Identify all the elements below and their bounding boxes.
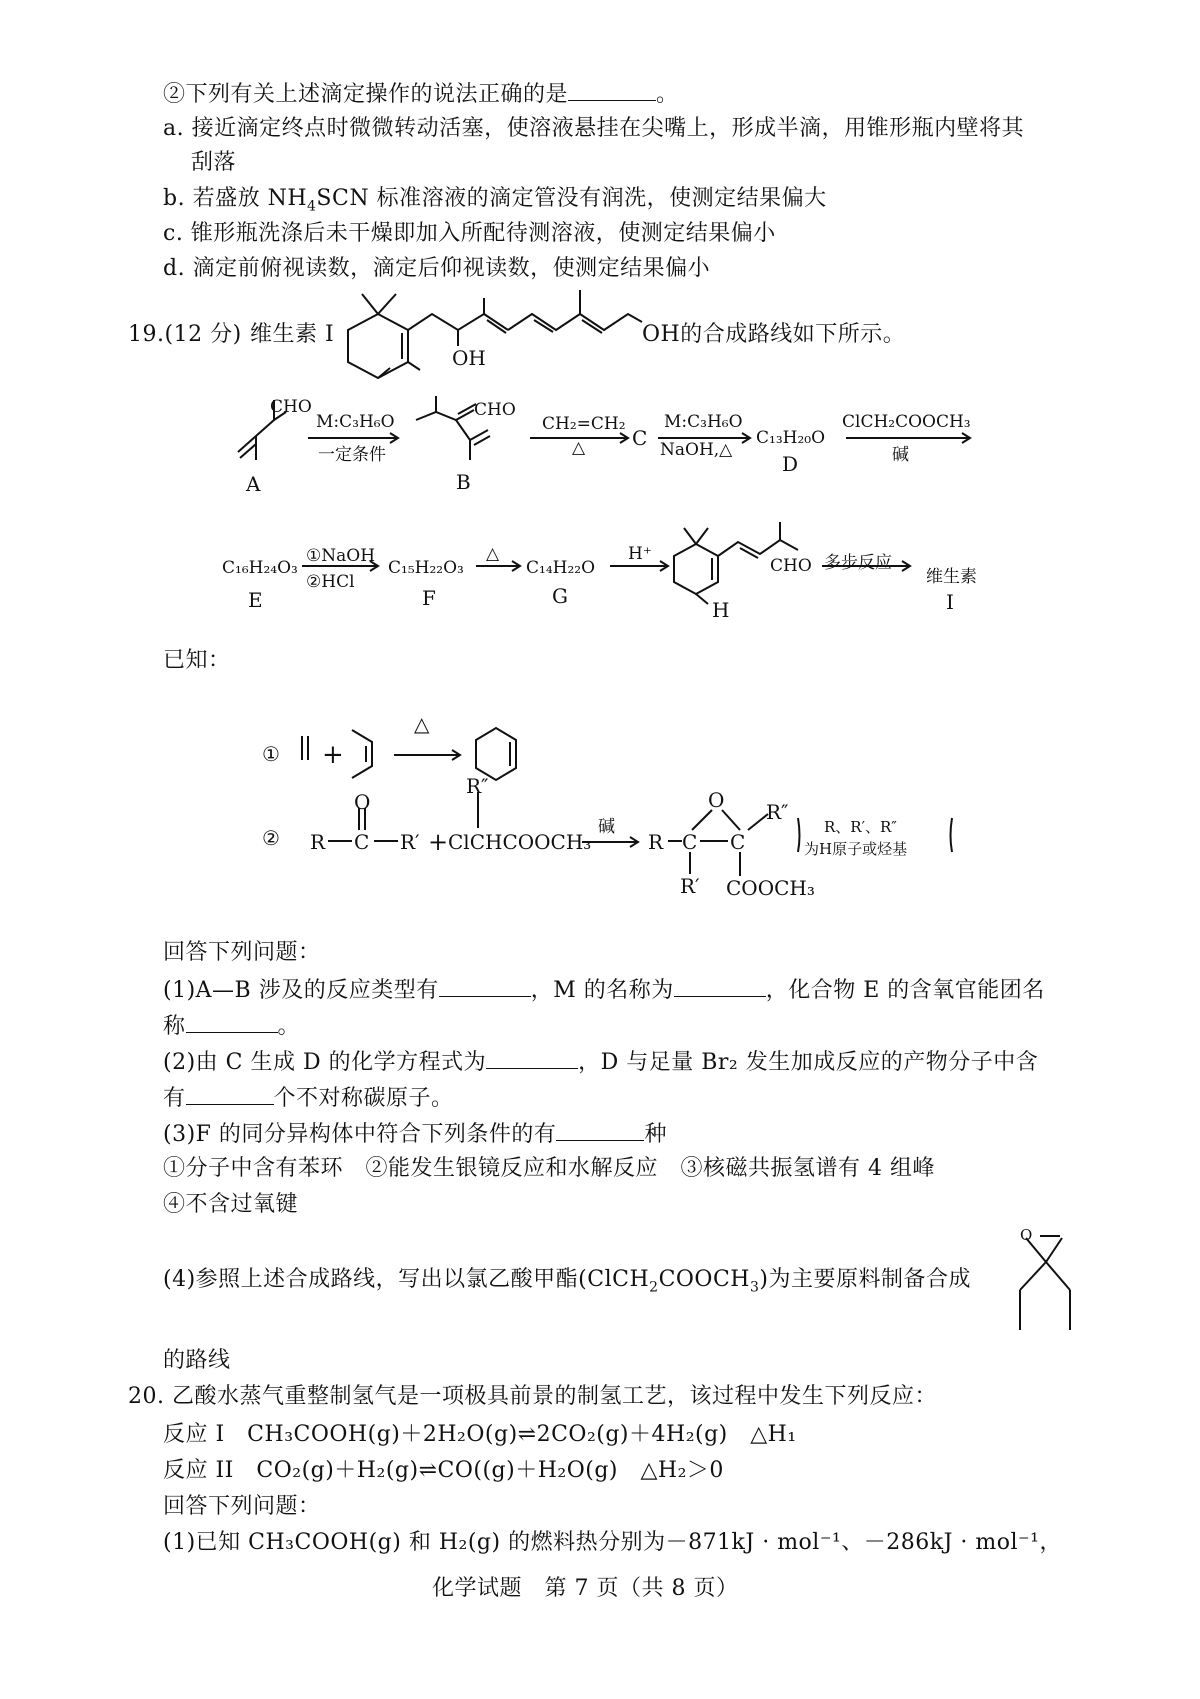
q19-p1c: ，化合物 E 的含氧官能团名 xyxy=(765,978,1045,1003)
q19-p2d: 个不对称碳原子。 xyxy=(273,1086,454,1111)
reagent-2-top: CH₂=CH₂ xyxy=(542,414,626,434)
page-footer: 化学试题 第 7 页（共 8 页） xyxy=(432,1576,739,1601)
q19-intro: 维生素 I xyxy=(250,322,335,347)
known-2-c: C xyxy=(354,830,370,854)
target-o: O xyxy=(1020,1226,1033,1244)
b-cho: CHO xyxy=(474,400,516,420)
compound-e-formula: C₁₆H₂₄O₃ xyxy=(222,558,298,578)
compound-e-label: E xyxy=(248,588,263,612)
product-c2: C xyxy=(730,830,746,854)
reagent-4-top: ClCH₂COOCH₃ xyxy=(842,412,971,432)
reagent-2-bottom: △ xyxy=(572,438,586,458)
q18-option-a: a. 接近滴定终点时微微转动活塞，使溶液悬挂在尖嘴上，形成半滴，用锥形瓶内壁将其 xyxy=(163,116,1025,141)
q20-reaction-1: 反应 I CH₃COOH(g)＋2H₂O(g)⇌2CO₂(g)＋4H₂(g) △H₁ xyxy=(163,1422,797,1447)
q18-option-a-cont: 刮落 xyxy=(191,150,237,175)
q19-p1a: (1)A—B 涉及的反应类型有 xyxy=(163,978,439,1003)
known-1-plus: + xyxy=(322,740,344,770)
reagent-5-bottom: ②HCl xyxy=(306,572,355,592)
vitamin-name: 维生素 xyxy=(926,567,977,587)
h-cho: CHO xyxy=(770,556,812,576)
a-cho: CHO xyxy=(270,397,312,417)
product-r2: R″ xyxy=(766,800,789,824)
compound-d-label: D xyxy=(782,452,799,476)
q19-number-text: 19. xyxy=(128,322,165,347)
answer-intro: 回答下列问题： xyxy=(163,940,321,965)
q20-part1: (1)已知 CH₃COOH(g) 和 H₂(g) 的燃料热分别为－871kJ · mol⁻¹、－286kJ · mol⁻¹， xyxy=(163,1530,1062,1555)
reagent-7-top: H⁺ xyxy=(628,544,652,564)
known-2-o: O xyxy=(354,790,371,814)
compound-d-formula: C₁₃H₂₀O xyxy=(756,428,826,448)
product-r: R xyxy=(648,830,664,854)
q19-p4-mid: COOCH xyxy=(658,1267,750,1292)
q20-reaction-2: 反应 II CO₂(g)＋H₂(g)⇌CO((g)＋H₂O(g) △H₂＞0 xyxy=(163,1458,724,1483)
q19-p4-pre: (4)参照上述合成路线，写出以氯乙酸甲酯(ClCH xyxy=(163,1267,650,1292)
q18-sub2-end: 。 xyxy=(656,82,679,107)
q19-p1b: ，M 的名称为 xyxy=(530,978,674,1003)
known-1-condition: △ xyxy=(414,712,430,736)
known-1-number: ① xyxy=(262,742,280,766)
oh-ring-label: OH xyxy=(452,346,486,370)
reagent-1-top: M:C₃H₆O xyxy=(316,412,395,432)
q19-p1d: 称 xyxy=(163,1014,186,1039)
known-2-reagent: ClCHCOOCH₃ xyxy=(448,830,592,854)
q18-option-b-post: SCN 标准溶液的滴定管没有润洗，使测定结果偏大 xyxy=(316,186,827,211)
product-c1: C xyxy=(682,830,698,854)
q19-p3b: 种 xyxy=(644,1122,667,1147)
q19-p3c: ①分子中含有苯环 ②能发生银镜反应和水解反应 ③核磁共振氢谱有 4 组峰 xyxy=(163,1156,935,1181)
compound-f-label: F xyxy=(422,586,436,610)
q19-p2b: ，D 与足量 Br₂ 发生加成反应的产物分子中含 xyxy=(578,1050,1039,1075)
q18-option-d: d. 滴定前俯视读数，滴定后仰视读数，使测定结果偏小 xyxy=(163,256,711,281)
known-2-condition: 碱 xyxy=(598,817,615,837)
q19-intro-end-text: 的合成路线如下所示。 xyxy=(680,322,906,347)
known-2-plus: + xyxy=(428,828,449,856)
q19-p4-end: 的路线 xyxy=(163,1348,231,1373)
q19-p2a: (2)由 C 生成 D 的化学方程式为 xyxy=(163,1050,487,1075)
q18-option-c: c. 锥形瓶洗涤后未干燥即加入所配待测溶液，使测定结果偏小 xyxy=(163,221,776,246)
oh-chain-label: OH xyxy=(642,322,681,347)
q18-option-b-sub: 4 xyxy=(307,198,317,215)
reagent-1-bottom: 一定条件 xyxy=(318,445,386,465)
reagent-4-bottom: 碱 xyxy=(892,445,909,465)
reagent-6-top: △ xyxy=(486,544,500,564)
product-o: O xyxy=(708,788,725,812)
q19-p1e: 。 xyxy=(277,1014,301,1039)
compound-a-label: A xyxy=(246,472,261,496)
compound-g-label: G xyxy=(552,584,568,608)
reagent-3-bottom: NaOH,△ xyxy=(660,440,733,460)
known-2-r: R xyxy=(310,830,326,854)
q19-p4-sub1: 2 xyxy=(649,1279,659,1296)
compound-b-label: B xyxy=(456,470,471,494)
q18-sub2-text: ②下列有关上述滴定操作的说法正确的是 xyxy=(163,82,569,107)
q19-score: (12 分) xyxy=(164,322,242,347)
q20-intro: 20. 乙酸水蒸气重整制氢气是一项极具前景的制氢工艺，该过程中发生下列反应： xyxy=(128,1384,937,1409)
q19-p4-post: )为主要原料制备合成 xyxy=(759,1267,972,1292)
q19-p3d: ④不含过氧键 xyxy=(163,1192,299,1217)
q19-p2c: 有 xyxy=(163,1086,186,1111)
known-2-note-1: R、R′、R″ xyxy=(824,818,897,836)
known-2-number: ② xyxy=(262,826,280,850)
q19-p4-sub2: 3 xyxy=(750,1279,760,1296)
reagent-8-top: 多步反应 xyxy=(824,553,892,573)
q18-option-b-pre: b. 若盛放 NH xyxy=(163,186,307,211)
compound-g-formula: C₁₄H₂₂O xyxy=(526,558,596,578)
compound-i-label: I xyxy=(946,590,954,614)
product-r1: R′ xyxy=(680,874,700,898)
known-2-r1: R′ xyxy=(400,830,420,854)
known-label: 已知： xyxy=(163,648,231,673)
known-2-note-2: 为H原子或烃基 xyxy=(804,840,908,858)
q20-answer-intro: 回答下列问题： xyxy=(163,1494,321,1519)
q19-p3a: (3)F 的同分异构体中符合下列条件的有 xyxy=(163,1122,557,1147)
known-2-r2: R″ xyxy=(466,774,489,798)
reagent-5-top: ①NaOH xyxy=(306,546,376,566)
compound-h-label: H xyxy=(712,598,730,622)
compound-c-label: C xyxy=(632,426,648,450)
compound-f-formula: C₁₅H₂₂O₃ xyxy=(388,558,464,578)
reagent-3-top: M:C₃H₆O xyxy=(664,412,743,432)
product-coo: COOCH₃ xyxy=(726,876,815,900)
